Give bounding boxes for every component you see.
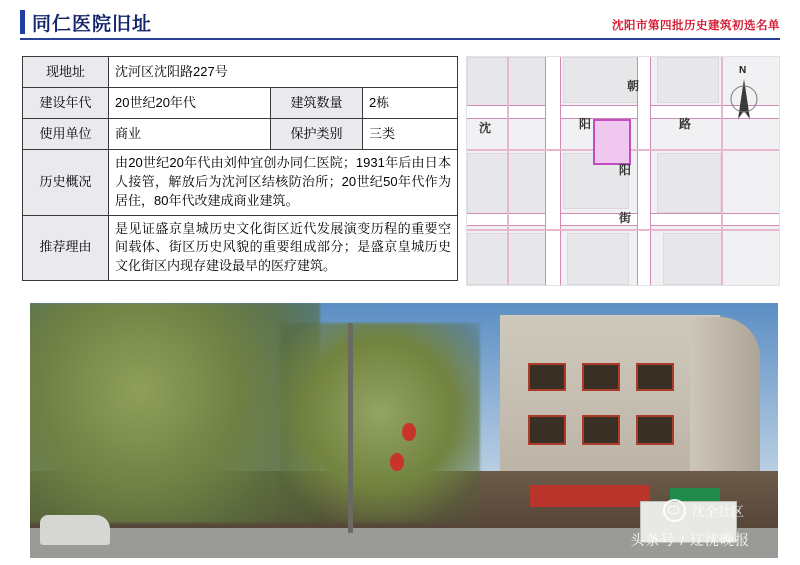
photo-shop-signboard [530,485,650,507]
photo-window [528,415,566,445]
header-accent-bar [20,10,25,34]
map-road-vertical [637,57,651,285]
header-subtitle: 沈阳市第四批历史建筑初选名单 [612,20,780,32]
row-value-user-unit: 商业 [109,119,271,150]
row-value-era: 20世纪20年代 [109,88,271,119]
page-header [0,0,800,40]
watermark-account [663,499,744,522]
map-block [657,153,721,213]
photo-lantern [390,453,404,471]
photo-tree-left [30,303,320,523]
row-label-era: 建设年代 [23,88,109,119]
map-label: 街 [619,211,632,225]
wechat-icon [663,499,686,522]
row-value-history: 由20世纪20年代由刘仲宜创办同仁医院；1931年后由日本人接管，解放后为沈河区结核防治所；20世纪50年代作为居住，80年代改建成商业建筑。 [109,150,458,216]
map-label: 路 [679,117,692,131]
map-road-minor [467,229,779,231]
photo-lantern [402,423,416,441]
photo-window [636,363,674,391]
map-block [663,233,723,285]
photo-car [40,515,110,545]
header-divider [20,38,780,40]
table-row [23,150,458,216]
map-label: 阳 [579,117,592,131]
row-label-user-unit: 使用单位 [23,119,109,150]
map-label: 阳 [619,163,632,177]
building-info-table [22,56,458,281]
photo-window [636,415,674,445]
row-value-address: 沈河区沈阳路227号 [109,57,458,88]
row-value-count: 2栋 [363,88,458,119]
row-label-protection-class: 保护类别 [271,119,363,150]
page-title: 同仁医院旧址 [32,14,153,35]
table-row [23,57,458,88]
photo-window [582,415,620,445]
compass-needle-icon [723,67,765,129]
row-label-count: 建筑数量 [271,88,363,119]
map-road-vertical [545,57,561,285]
photo-tree-middle [280,323,480,523]
watermark-source: 头条号 / 辽沈晚报 [630,532,750,548]
map-label: 沈 [479,121,492,135]
map-label: 朝 [627,79,640,93]
map-block [657,57,719,103]
row-value-reason: 是见证盛京皇城历史文化街区近代发展演变历程的重要空间载体、街区历史风貌的重要组成部分；是盛京皇城历史文化街区内现存建设最早的医疗建筑。 [109,215,458,281]
compass-icon [723,67,765,129]
photo-window [528,363,566,391]
watermark-account-label: 沈全社区 [691,504,744,519]
table-row [23,88,458,119]
building-photograph [30,303,778,558]
map-road-minor [507,57,509,285]
table-row [23,215,458,281]
compass-north-label: N [739,65,747,76]
row-label-address: 现地址 [23,57,109,88]
table-row [23,119,458,150]
map-block [567,233,629,285]
photo-utility-pole [348,323,353,533]
location-map [466,56,780,286]
row-label-reason: 推荐理由 [23,215,109,281]
row-label-history: 历史概况 [23,150,109,216]
row-value-protection-class: 三类 [363,119,458,150]
photo-window [582,363,620,391]
site-outline-marker [593,119,631,165]
